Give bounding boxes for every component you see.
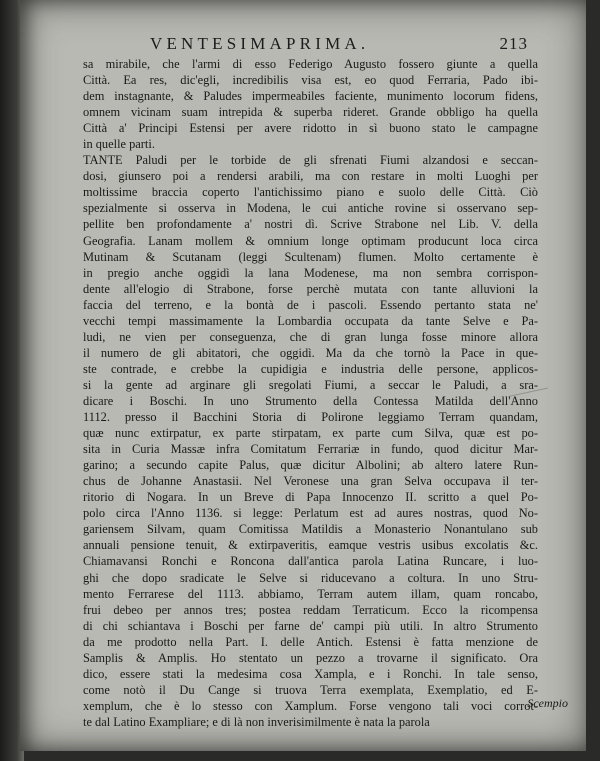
text-line: ritorio di Nogara. In un Breve di Papa Innocenzo II. scritto a quel Po- [83,490,538,505]
text-line: di chi schiantava i Boschi per farne de' campi più utili. In altro Strumento [83,618,538,633]
text-line: mento Ferrarese del 1113. abbiamo, Terram autem illam, quam roncabo, [83,586,538,601]
text-line: Città. Ea res, dic'egli, incredibilis visa est, eo quod Ferraria, Pado ibi- [83,73,538,88]
text-line: polo circa l'Anno 1136. si legge: Perlatum est ad aures nostras, quod No- [83,506,538,521]
text-line: moltissime braccia coperto l'antichissimo piano e suolo delle Città. Ciò [83,185,538,200]
text-line: Samplis & Amplis. Ho stentato un pezzo a trovarne il significato. Ora [83,650,538,665]
text-line: ludi, ne vien per conseguenza, che di gran lunga fosse minore allora [83,329,538,344]
text-line: dico, essere stati la medesima cosa Xampla, e i Ronchi. In tale senso, [83,666,538,681]
text-line: ste contrade, e crebbe la cupidigia e industria delle persone, applicos- [83,361,538,376]
text-line: annuali pensione tenuit, & extirpaveritis, eamque vestris usibus excolatis &c. [83,538,538,553]
text-line: come notò il Du Cange si truova Terra exemplata, Exemplatio, ed E- [83,682,538,697]
text-line: faccia del terreno, e la bontà de i pascoli. Essendo pertanto stata ne' [83,297,538,312]
text-line: pellite ben profondamente a' nostri dì. Scrive Strabone nel Lib. V. della [83,217,538,232]
text-line: dosi, giunsero poi a rendersi arabili, ma con restare in molti Luoghi per [83,169,538,184]
text-line: garino; a secundo capite Palus, quæ dicitur Albolini; ab altero latere Run- [83,458,538,473]
catchword: Scempio [527,696,568,710]
text-line: xemplum, che è lo stesso con Xamplum. Forse vengono tali voci corrot- [83,698,538,713]
text-line: 1112. presso il Bacchini Storia di Polirone leggiamo Terram quandam, [83,410,538,425]
text-line: in pregio anche oggidì la lana Modenese, ma non sembra corrispon- [83,265,538,280]
text-line: ghi che dopo sradicate le Selve si riducevano a coltura. In uno Stru- [83,570,538,585]
text-line: dem instagnante, & Paludes impermeabiles faciente, munimento locorum fidens, [83,89,538,104]
text-line: Geografia. Lanam mollem & omnium longe optimam producunt loca circa [83,233,538,248]
page-number: 213 [499,34,528,53]
text-line: frui debeo per annos tres; postea reddam Terraticum. Ecco la ricompensa [83,602,538,617]
book-page [20,0,586,751]
running-title: VENTESIMAPRIMA. [150,34,370,53]
text-line: in quelle parti. [83,137,155,152]
text-line: Chiamavansi Ronchi e Roncona dall'antica parola Latina Runcare, i luo- [83,554,538,569]
text-line: sita in Curia Massæ infra Comitatum Ferrariæ in fundo, quod dicitur Mar- [83,442,538,457]
text-line: dente all'elogio di Strabone, forse perchè mutata con tante alluvioni la [83,281,538,296]
text-line: gariensem Silvam, quam Comitissa Matildis a Monasterio Nonantulano sub [83,522,538,537]
text-line: chus de Johanne Anastasii. Nel Veronese una gran Selva occupava il ter- [83,474,538,489]
text-line: si la gente ad arginare gli sregolati Fiumi, a seccar le Paludi, a sra- [83,377,538,392]
text-line: TANTE Paludi per le torbide de gli sfrenati Fiumi alzandosi e seccan- [83,153,538,168]
text-line: Mutinam & Scutanam (leggi Scultenam) flumen. Molto certamente è [83,249,538,264]
text-line: Città a' Principi Estensi per avere ridotto in sì buono stato le campagne [83,121,538,136]
text-line: da me prodotto nella Part. I. delle Antich. Estensi è fatta menzione de [83,634,538,649]
body-text [83,56,538,730]
text-line: omnem vicinam suam intrepida & superba rideret. Grande obbligo ha quella [83,105,538,120]
page-header [98,34,528,58]
text-line: il numero de gli abitatori, che oggidì. Ma da che tornò la Pace in que- [83,345,538,360]
text-line: dicare i Boschi. In uno Strumento della Contessa Matilda dell'Anno [83,393,538,408]
text-line: quæ nunc extirpatur, ex parte stirpatam, ex parte cum Silva, quæ est po- [83,426,538,441]
text-line: te dal Latino Exampliare; e di là non inverisimilmente è nata la parola [83,714,430,729]
text-line: spezialmente si osserva in Modena, le cui antiche rovine si osservano sep- [83,201,538,216]
text-line: sa mirabile, che l'armi di esso Federigo Augusto fossero giunte a quella [83,57,538,71]
text-line: vecchi tempi massimamente la Lombardia occupata da tante Selve e Pa- [83,313,538,328]
